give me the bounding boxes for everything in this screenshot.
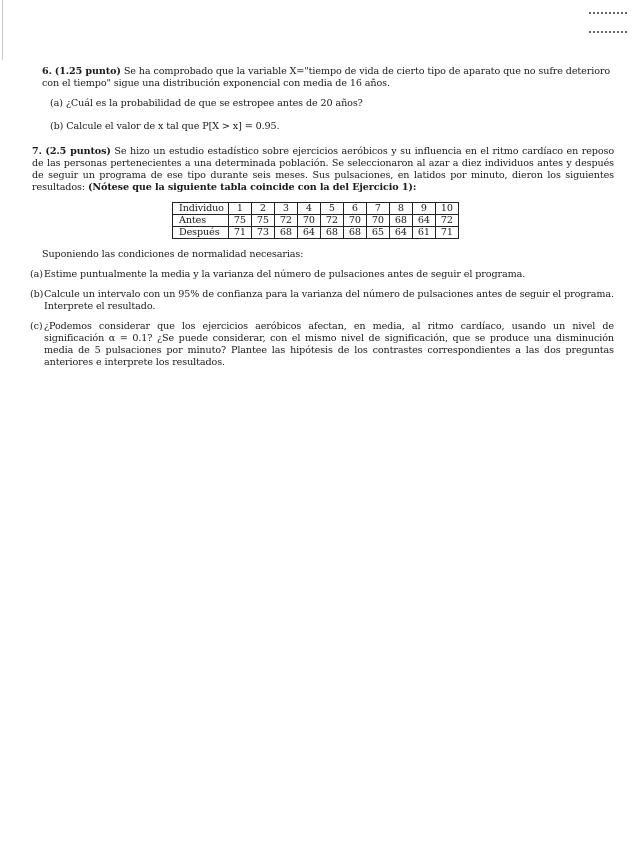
table-row-label: Después	[173, 227, 229, 239]
pulse-table	[172, 202, 459, 239]
question-6-intro: Se ha comprobado que la variable X="tiempo de vida de cierto tipo de aparato que no sufre deterioro con el tiempo" sigue una distribución exponencial con media de 16 años.	[42, 66, 611, 89]
question-6-number: 6.	[42, 66, 52, 77]
question-7c-text: ¿Podemos considerar que los ejercicios aeróbicos afectan, en media, al ritmo cardíaco, usando un nivel de significación α = 0.1? ¿Se puede considerar, con el mismo nivel de significación, que se produce una disminución media de 5 pulsaciones por minuto? Plantee las hipótesis de los contrastes correspondientes a las dos preguntas anteriores e interprete los resultados.	[44, 321, 614, 368]
table-cell: 70	[343, 215, 366, 227]
question-7	[32, 146, 614, 194]
question-6a	[50, 98, 614, 110]
table-row-antes	[173, 215, 459, 227]
table-row-label: Antes	[173, 215, 229, 227]
table-cell: 75	[251, 215, 274, 227]
question-7b	[30, 289, 614, 313]
scan-edge-line	[2, 0, 3, 60]
table-cell: 6	[343, 203, 366, 215]
question-7a-text: Estime puntualmente la media y la varianza del número de pulsaciones antes de seguir el programa.	[44, 269, 526, 280]
table-cell: 3	[274, 203, 297, 215]
table-cell: 71	[228, 227, 251, 239]
table-cell: 68	[343, 227, 366, 239]
question-6b-text: Calcule el valor de x tal que P[X > x] = 0.95.	[66, 121, 280, 132]
question-7b-label: (b)	[30, 289, 44, 300]
question-7-points: (2.5 puntos)	[45, 146, 111, 157]
question-6-points: (1.25 punto)	[54, 66, 121, 77]
table-cell: 65	[366, 227, 389, 239]
question-7a	[30, 269, 614, 281]
table-cell: 5	[320, 203, 343, 215]
question-7c	[30, 321, 614, 369]
question-6a-label: (a)	[50, 98, 63, 109]
table-cell: 68	[320, 227, 343, 239]
table-row-individuo	[173, 203, 459, 215]
table-cell: 9	[412, 203, 435, 215]
table-cell: 4	[297, 203, 320, 215]
question-6b	[50, 121, 614, 133]
table-cell: 72	[435, 215, 458, 227]
question-7c-label: (c)	[30, 321, 43, 332]
table-row-despues	[173, 227, 459, 239]
pulse-table-wrap	[172, 202, 614, 239]
normality-assumption: Suponiendo las condiciones de normalidad necesarias:	[42, 249, 304, 260]
table-cell: 68	[389, 215, 412, 227]
table-cell: 61	[412, 227, 435, 239]
table-cell: 71	[435, 227, 458, 239]
exam-content	[30, 66, 614, 369]
table-cell: 70	[297, 215, 320, 227]
table-cell: 8	[389, 203, 412, 215]
table-cell: 2	[251, 203, 274, 215]
question-7a-label: (a)	[30, 269, 43, 280]
table-cell: 72	[274, 215, 297, 227]
table-cell: 64	[297, 227, 320, 239]
question-7-intro: Se hizo un estudio estadístico sobre ejercicios aeróbicos y su influencia en el ritmo cardíaco en reposo de las personas pertenecientes a una determinada población. Se seleccionaron al azar a diez individuos antes y después de seguir un programa de ese tipo durante seis meses. Sus pulsaciones, en latidos por minuto, dieron los siguientes resultados:	[32, 146, 615, 193]
question-7-note: (Nótese que la siguiente tabla coincide con la del Ejercicio 1):	[87, 182, 417, 193]
table-cell: 72	[320, 215, 343, 227]
table-row-label: Individuo	[173, 203, 229, 215]
question-6a-text: ¿Cuál es la probabilidad de que se estropee antes de 20 años?	[65, 98, 363, 109]
table-cell: 73	[251, 227, 274, 239]
table-cell: 68	[274, 227, 297, 239]
question-7-number: 7.	[32, 146, 42, 157]
table-cell: 10	[435, 203, 458, 215]
question-6b-label: (b)	[50, 121, 64, 132]
table-cell: 1	[228, 203, 251, 215]
table-cell: 64	[389, 227, 412, 239]
question-7b-text: Calcule un intervalo con un 95% de confianza para la varianza del número de pulsaciones antes de seguir el programa. Interprete el resultado.	[44, 289, 614, 312]
question-6	[42, 66, 614, 90]
scan-noise-dots	[588, 0, 628, 14]
table-cell: 70	[366, 215, 389, 227]
table-cell: 75	[228, 215, 251, 227]
table-cell: 7	[366, 203, 389, 215]
table-cell: 64	[412, 215, 435, 227]
